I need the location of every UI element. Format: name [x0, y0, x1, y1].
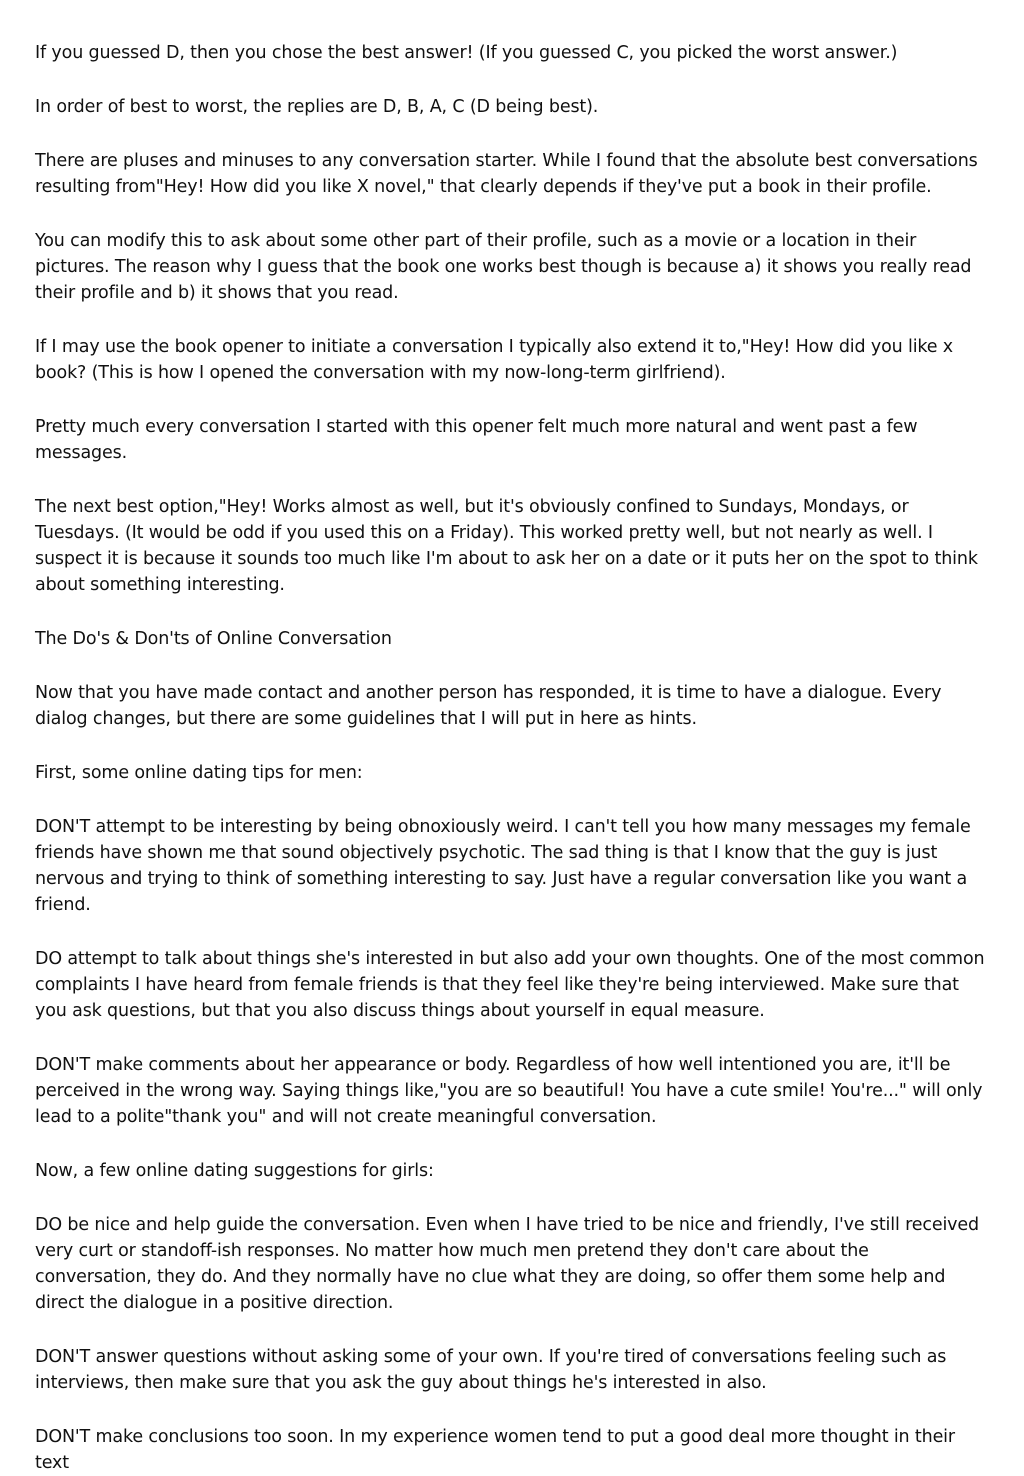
paragraph-next-best-option: The next best option,"Hey! Works almost as well, but it's obviously confined to Sundays, Mondays, or Tuesdays. (It would be odd if you used this on a Friday). This worked pretty well, but not nearly as well. I suspect it is because it sounds too much like I'm about to ask her on a date or it puts her on the spot to think about something interesting.: [35, 497, 978, 595]
paragraph-modify-opener: You can modify this to ask about some other part of their profile, such as a movie or a location in their pictures. The reason why I guess that the book one works best though is because a) it shows you really read their profile and b) it shows that you read.: [35, 231, 972, 303]
paragraph-dialogue: Now that you have made contact and another person has responded, it is time to have a dialogue. Every dialog changes, but there are some guidelines that I will put in here as hints.: [35, 683, 942, 729]
paragraph-best-answer: If you guessed D, then you chose the best answer! (If you guessed C, you picked the worst answer.): [35, 43, 898, 63]
paragraph-tips-for-men: First, some online dating tips for men:: [35, 763, 363, 783]
paragraph-dont-conclude-soon: DON'T make conclusions too soon. In my experience women tend to put a good deal more thought in their text: [35, 1427, 955, 1473]
paragraph-ranking: In order of best to worst, the replies are D, B, A, C (D being best).: [35, 97, 599, 117]
paragraph-natural-conversation: Pretty much every conversation I started with this opener felt much more natural and went past a few messages.: [35, 417, 918, 463]
paragraph-conversation-starter: There are pluses and minuses to any conversation starter. While I found that the absolute best conversations resulting from"Hey! How did you like X novel," that clearly depends if they've put a book in their profile.: [35, 151, 978, 197]
paragraph-dont-be-weird: DON'T attempt to be interesting by being obnoxiously weird. I can't tell you how many messages my female friends have shown me that sound objectively psychotic. The sad thing is that I know that the guy is just nervous and trying to think of something interesting to say. Just have a regular conversation like you want a friend.: [35, 817, 971, 915]
paragraph-do-guide-conversation: DO be nice and help guide the conversation. Even when I have tried to be nice and friendly, I've still received very curt or standoff-ish responses. No matter how much men pretend they don't care about the conversation, they do. And they normally have no clue what they are doing, so offer them some help and direct the dialogue in a positive direction.: [35, 1215, 979, 1313]
paragraph-dont-comment-appearance: DON'T make comments about her appearance or body. Regardless of how well intentioned you are, it'll be perceived in the wrong way. Saying things like,"you are so beautiful! You have a cute smile! You're..." will only lead to a polite"thank you" and will not create meaningful conversation.: [35, 1055, 983, 1127]
paragraph-book-opener: If I may use the book opener to initiate a conversation I typically also extend it to,"Hey! How did you like x book? (This is how I opened the conversation with my now-long-term girlfriend).: [35, 337, 953, 383]
paragraph-tips-for-girls: Now, a few online dating suggestions for girls:: [35, 1161, 434, 1181]
section-heading: The Do's & Don'ts of Online Conversation: [35, 629, 392, 649]
paragraph-do-talk-interests: DO attempt to talk about things she's interested in but also add your own thoughts. One of the most common complaints I have heard from female friends is that they feel like they're being interviewed. Make sure that you ask questions, but that you also discuss things about yourself in equal measure.: [35, 949, 985, 1021]
paragraph-dont-answer-only: DON'T answer questions without asking some of your own. If you're tired of conversations feeling such as interviews, then make sure that you ask the guy about things he's interested in also.: [35, 1347, 947, 1393]
